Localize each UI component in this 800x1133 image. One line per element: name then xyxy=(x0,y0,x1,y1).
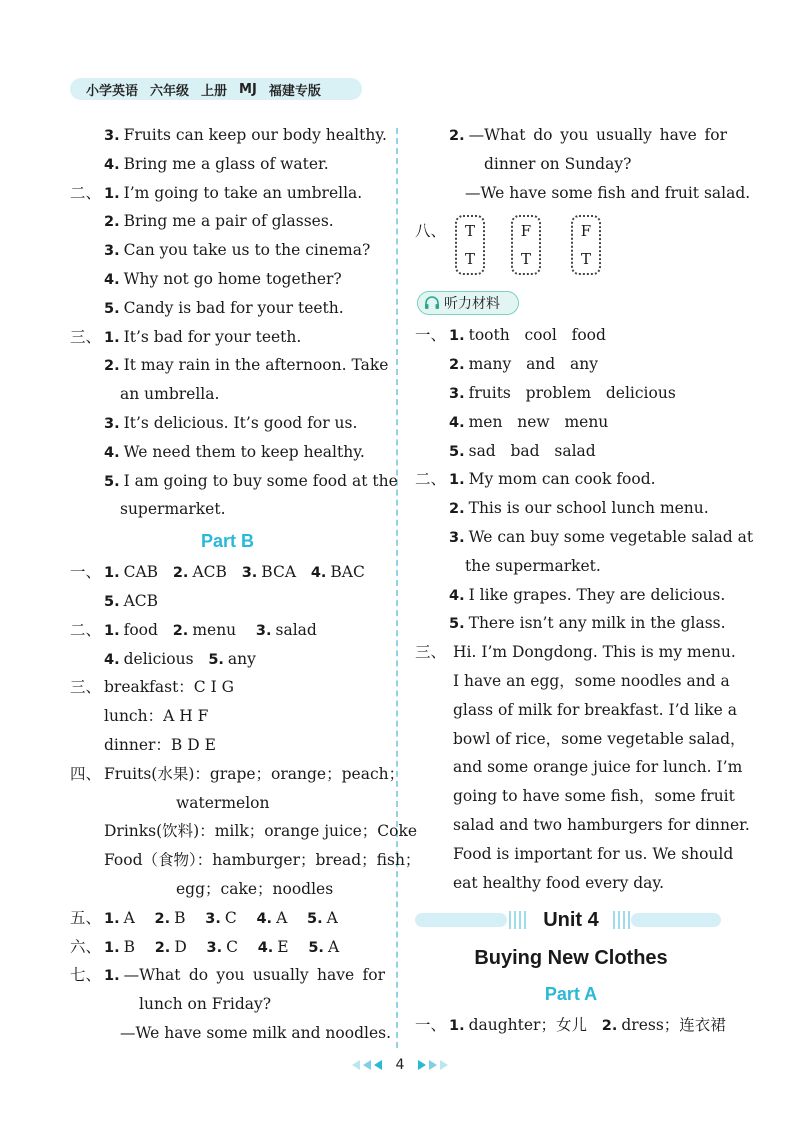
answer-line: dinner：B D E xyxy=(104,735,216,754)
answer-line: 2. Bring me a pair of glasses. xyxy=(104,212,334,231)
answer-line: lunch on Friday? xyxy=(139,995,272,1014)
section-mark: 三、 xyxy=(70,327,102,346)
answer-line: 4. delicious 5. any xyxy=(104,649,256,668)
answer-line: 2. many and any xyxy=(449,355,598,374)
answer-line: 一、 1. daughter；女儿 2. dress；连衣裙 xyxy=(415,1011,727,1040)
answer-line: 一、 1. tooth cool food xyxy=(415,321,727,350)
answer-line: 五、 1. A 2. B 3. C 4. A 5. A xyxy=(70,904,385,933)
header-book: 小学英语 xyxy=(86,83,139,99)
answer-line: 2. —What do you usually have for xyxy=(449,126,727,144)
passage-line: going to have some fish，some fruit xyxy=(453,787,735,806)
answer-line: 4. We need them to keep healthy. xyxy=(104,442,365,461)
answer-line: dinner on Sunday? xyxy=(484,154,632,173)
answer-line: —We have some milk and noodles. xyxy=(120,1023,392,1042)
answer-line: 3. We can buy some vegetable salad at xyxy=(449,527,754,546)
answer-line: 二、 1. My mom can cook food. xyxy=(415,465,727,494)
answer-line: 5. ACB xyxy=(104,591,159,610)
section-mark: 一、 xyxy=(415,1016,447,1035)
answer-line: 3. It’s delicious. It’s good for us. xyxy=(104,413,358,432)
answer-line: Drinks(饮料)：milk；orange juice；Coke xyxy=(104,822,418,841)
answer-line: 4. Bring me a glass of water. xyxy=(104,154,329,173)
passage-line: I have an egg，some noodles and a xyxy=(453,671,730,690)
left-column xyxy=(70,121,421,1048)
part-a-title: Part A xyxy=(544,984,598,1005)
answer-line: 3. Fruits can keep our body healthy. xyxy=(104,126,387,144)
left-arrows-icon xyxy=(350,1060,384,1070)
answer-line: 二、 1. food 2. menu 3. salad xyxy=(70,616,385,645)
passage-line: salad and two hamburgers for dinner. xyxy=(453,815,750,834)
answer-line: supermarket. xyxy=(120,500,226,519)
section-mark: 五、 xyxy=(70,908,102,927)
section-mark: 六、 xyxy=(70,937,102,956)
header-edition: MJ xyxy=(239,81,257,97)
header-volume: 上册 xyxy=(201,83,228,99)
book-header xyxy=(70,78,362,100)
passage-line: and some orange juice for lunch. I’m xyxy=(453,758,743,777)
part-b-title: Part B xyxy=(200,531,254,552)
answer-line: 六、 1. B 2. D 3. C 4. E 5. A xyxy=(70,933,385,962)
section-mark: 一、 xyxy=(70,563,102,582)
unit-title: Buying New Clothes xyxy=(474,947,668,970)
answer-line: 2. It may rain in the afternoon. Take xyxy=(104,356,389,375)
column-divider xyxy=(396,128,398,1048)
answer-line: 七、 1. —What do you usually have for xyxy=(70,961,385,990)
passage-line: glass of milk for breakfast. I’d like a xyxy=(453,700,737,719)
right-arrows-icon xyxy=(416,1060,450,1070)
listening-section-header xyxy=(415,289,727,321)
answer-line: egg；cake；noodles xyxy=(176,879,334,898)
answer-line: watermelon xyxy=(176,793,270,812)
answer-line: 三、 1. It’s bad for your teeth. xyxy=(70,323,385,352)
page-number: 4 xyxy=(395,1057,405,1073)
section-mark: 三、 xyxy=(70,678,102,697)
section-mark: 一、 xyxy=(415,326,447,345)
section-mark: 二、 xyxy=(415,470,447,489)
answer-line: 三、 breakfast：C I G xyxy=(70,673,385,702)
tf-box: F T xyxy=(571,215,601,275)
listening-label: 听力材料 xyxy=(417,291,519,315)
answer-line: 5. There isn’t any milk in the glass. xyxy=(449,614,726,633)
answer-line: an umbrella. xyxy=(120,385,220,404)
answer-line: 一、 1. CAB 2. ACB 3. BCA 4. BAC xyxy=(70,558,385,587)
page-footer xyxy=(0,1054,800,1076)
answer-line: 5. I am going to buy some food at the xyxy=(104,471,398,490)
answer-line: —We have some fish and fruit salad. xyxy=(465,183,751,202)
answer-line: 5. Candy is bad for your teeth. xyxy=(104,298,344,317)
tf-box: F T xyxy=(511,215,541,275)
answer-line: 4. I like grapes. They are delicious. xyxy=(449,585,726,604)
section-mark: 二、 xyxy=(70,183,102,202)
answer-line: the supermarket. xyxy=(465,556,601,575)
answer-line: 3. fruits problem delicious xyxy=(449,383,676,402)
section-mark: 七、 xyxy=(70,966,102,985)
tf-box: T T xyxy=(455,215,485,275)
unit-heading xyxy=(415,903,727,939)
header-grade: 六年级 xyxy=(150,83,190,99)
section-mark: 三、 xyxy=(415,643,447,662)
answer-line: 2. This is our school lunch menu. xyxy=(449,499,709,518)
passage-line: eat healthy food every day. xyxy=(453,873,665,892)
answer-line: 四、 Fruits(水果)：grape；orange；peach； xyxy=(70,760,385,789)
answer-line: 4. Why not go home together? xyxy=(104,269,342,288)
headphones-icon xyxy=(424,296,440,310)
unit-number: Unit 4 xyxy=(543,909,599,932)
true-false-section xyxy=(415,215,727,289)
answer-line: 4. men new menu xyxy=(449,412,609,431)
answer-line: 3. Can you take us to the cinema? xyxy=(104,241,371,260)
answer-line: lunch：A H F xyxy=(104,707,209,726)
section-mark: 八、 xyxy=(415,222,447,241)
passage-line: Food is important for us. We should xyxy=(453,844,734,863)
answer-line: 5. sad bad salad xyxy=(449,441,596,460)
answer-line: 二、 1. I’m going to take an umbrella. xyxy=(70,179,385,208)
header-region: 福建专版 xyxy=(268,83,321,99)
passage-line: 三、 Hi. I’m Dongdong. This is my menu. xyxy=(415,638,727,667)
right-column xyxy=(415,121,754,1040)
section-mark: 二、 xyxy=(70,620,102,639)
passage-line: bowl of rice，some vegetable salad， xyxy=(453,729,746,748)
answer-line: Food（食物）：hamburger；bread；fish； xyxy=(104,851,421,870)
section-mark: 四、 xyxy=(70,764,102,783)
